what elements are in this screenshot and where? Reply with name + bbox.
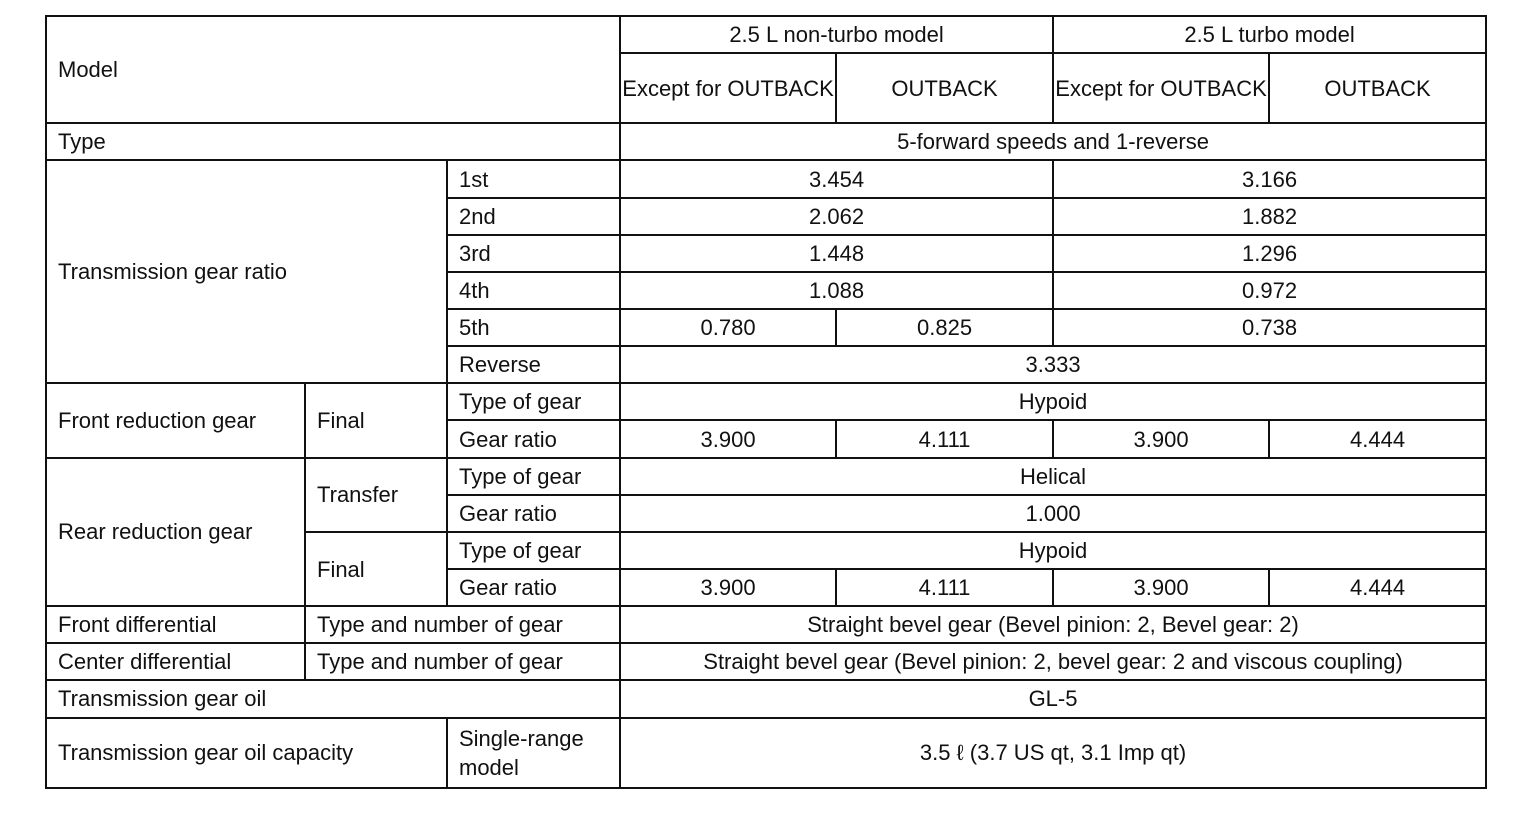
center-differential-sub-label: Type and number of gear	[305, 643, 620, 680]
oil-capacity-label: Transmission gear oil capacity	[46, 718, 447, 788]
gear-ratio-turbo: 1.882	[1053, 198, 1486, 235]
gear-label: 4th	[447, 272, 620, 309]
front-reduction-final-label: Final	[305, 383, 447, 457]
header-row-1	[46, 16, 1486, 53]
transmission-spec-table	[45, 15, 1487, 789]
gear-ratio-label: Gear ratio	[447, 569, 620, 606]
gear-ratio-non-turbo: 2.062	[620, 198, 1053, 235]
rear-transfer-gear-ratio: 1.000	[620, 495, 1486, 532]
gear-ratio-reverse: 3.333	[620, 346, 1486, 383]
gear-label: 3rd	[447, 235, 620, 272]
rear-gear-ratio-cell: 3.900	[1053, 569, 1269, 606]
transmission-gear-oil-row	[46, 680, 1486, 717]
rear-transfer-label: Transfer	[305, 458, 447, 532]
gear-ratio-non-turbo: 1.448	[620, 235, 1053, 272]
gear-ratio-turbo: 3.166	[1053, 160, 1486, 197]
front-reduction-gear-label: Front reduction gear	[46, 383, 305, 457]
center-differential-value: Straight bevel gear (Bevel pinion: 2, bevel gear: 2 and viscous coupling)	[620, 643, 1486, 680]
type-of-gear-label: Type of gear	[447, 383, 620, 420]
front-reduction-type-of-gear: Hypoid	[620, 383, 1486, 420]
oil-capacity-sub-label: Single-range model	[447, 718, 620, 788]
rear-gear-ratio-cell: 4.111	[836, 569, 1053, 606]
center-differential-row	[46, 643, 1486, 680]
gear-ratio-turbo: 0.738	[1053, 309, 1486, 346]
turbo-model-header: 2.5 L turbo model	[1053, 16, 1486, 53]
front-gear-ratio-cell: 3.900	[620, 420, 836, 457]
center-differential-label: Center differential	[46, 643, 305, 680]
type-row	[46, 123, 1486, 160]
rear-transfer-type-of-gear: Helical	[620, 458, 1486, 495]
transmission-gear-oil-label: Transmission gear oil	[46, 680, 620, 717]
non-turbo-model-header: 2.5 L non-turbo model	[620, 16, 1053, 53]
turbo-except-outback-header: Except for OUTBACK	[1053, 53, 1269, 123]
model-label: Model	[46, 16, 620, 123]
gear-label: Reverse	[447, 346, 620, 383]
type-of-gear-label: Type of gear	[447, 532, 620, 569]
type-value: 5-forward speeds and 1-reverse	[620, 123, 1486, 160]
oil-capacity-row	[46, 718, 1486, 788]
type-of-gear-label: Type of gear	[447, 458, 620, 495]
gear-ratio-label: Gear ratio	[447, 420, 620, 457]
gear-label: 1st	[447, 160, 620, 197]
gear-label: 2nd	[447, 198, 620, 235]
oil-capacity-value: 3.5 ℓ (3.7 US qt, 3.1 Imp qt)	[620, 718, 1486, 788]
front-differential-row	[46, 606, 1486, 643]
rear-gear-ratio-cell: 3.900	[620, 569, 836, 606]
rear-final-type-of-gear: Hypoid	[620, 532, 1486, 569]
type-label: Type	[46, 123, 620, 160]
gear-ratio-non-turbo: 1.088	[620, 272, 1053, 309]
transmission-gear-ratio-label: Transmission gear ratio	[46, 160, 447, 383]
gear-ratio-turbo: 0.972	[1053, 272, 1486, 309]
front-reduction-type-row	[46, 383, 1486, 420]
non-turbo-outback-header: OUTBACK	[836, 53, 1053, 123]
gear-ratio-turbo: 1.296	[1053, 235, 1486, 272]
front-differential-label: Front differential	[46, 606, 305, 643]
rear-reduction-gear-label: Rear reduction gear	[46, 458, 305, 607]
front-differential-sub-label: Type and number of gear	[305, 606, 620, 643]
gear-ratio-non-turbo-except-outback: 0.780	[620, 309, 836, 346]
front-gear-ratio-cell: 4.444	[1269, 420, 1486, 457]
gear-ratio-non-turbo-outback: 0.825	[836, 309, 1053, 346]
non-turbo-except-outback-header: Except for OUTBACK	[620, 53, 836, 123]
rear-gear-ratio-cell: 4.444	[1269, 569, 1486, 606]
gear-ratio-non-turbo: 3.454	[620, 160, 1053, 197]
front-differential-value: Straight bevel gear (Bevel pinion: 2, Bevel gear: 2)	[620, 606, 1486, 643]
gear-ratio-label: Gear ratio	[447, 495, 620, 532]
rear-transfer-type-row	[46, 458, 1486, 495]
turbo-outback-header: OUTBACK	[1269, 53, 1486, 123]
front-gear-ratio-cell: 4.111	[836, 420, 1053, 457]
front-gear-ratio-cell: 3.900	[1053, 420, 1269, 457]
transmission-gear-oil-value: GL-5	[620, 680, 1486, 717]
gear-label: 5th	[447, 309, 620, 346]
gear-ratio-row-1st	[46, 160, 1486, 197]
rear-final-label: Final	[305, 532, 447, 606]
